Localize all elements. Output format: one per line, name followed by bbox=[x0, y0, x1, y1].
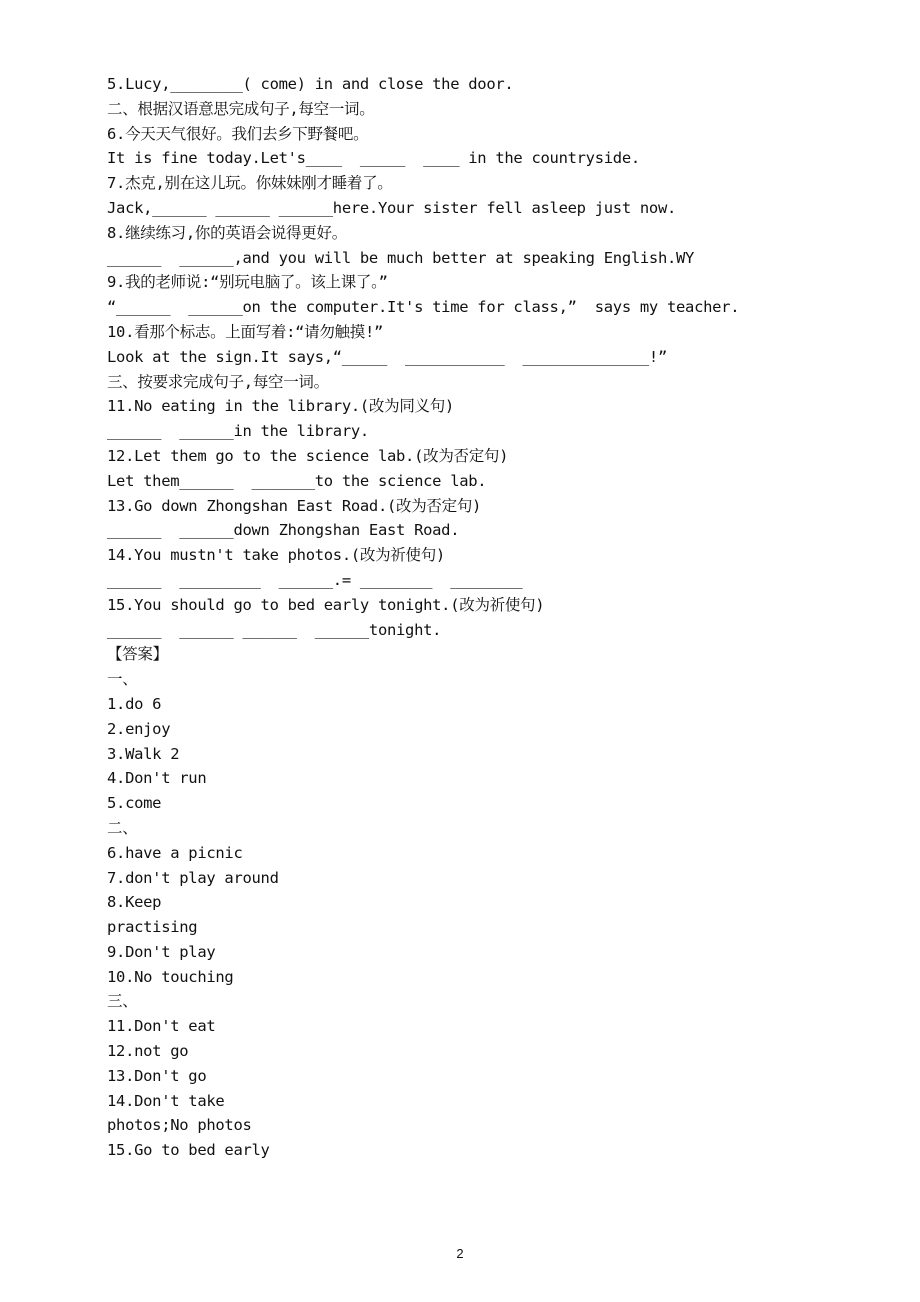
answer-14-line-2: photos;No photos bbox=[107, 1116, 252, 1135]
question-11: 11.No eating in the library.(改为同义句) bbox=[107, 397, 454, 416]
question-13: 13.Go down Zhongshan East Road.(改为否定句) bbox=[107, 496, 482, 515]
document-body bbox=[107, 72, 827, 1163]
answer-10: 10.No touching bbox=[107, 967, 234, 986]
page-number: 2 bbox=[456, 1246, 464, 1261]
answer-2: 2.enjoy bbox=[107, 719, 171, 738]
answer-4: 4.Don't run bbox=[107, 769, 207, 788]
answer-11: 11.Don't eat bbox=[107, 1017, 216, 1036]
answer-14-line-1: 14.Don't take bbox=[107, 1091, 225, 1110]
answers-part-2: 二、 bbox=[107, 818, 138, 837]
answers-heading: 【答案】 bbox=[107, 645, 168, 664]
answer-5: 5.come bbox=[107, 794, 162, 813]
answers-part-3: 三、 bbox=[107, 992, 138, 1011]
question-12: 12.Let them go to the science lab.(改为否定句) bbox=[107, 446, 509, 465]
answer-9: 9.Don't play bbox=[107, 942, 216, 961]
answer-7: 7.don't play around bbox=[107, 868, 279, 887]
answer-8-line-1: 8.Keep bbox=[107, 893, 162, 912]
answer-3: 3.Walk 2 bbox=[107, 744, 180, 763]
question-14: 14.You mustn't take photos.(改为祈使句) bbox=[107, 546, 445, 565]
answer-1: 1.do 6 bbox=[107, 694, 162, 713]
question-15-blank: ______ ______ ______ ______tonight. bbox=[107, 620, 442, 639]
answer-12: 12.not go bbox=[107, 1042, 189, 1061]
answer-8-line-2: practising bbox=[107, 918, 198, 937]
answer-15: 15.Go to bed early bbox=[107, 1141, 270, 1160]
question-9-english: “______ ______on the computer.It's time for class,” says my teacher. bbox=[107, 298, 740, 317]
question-13-blank: ______ ______down Zhongshan East Road. bbox=[107, 521, 460, 540]
question-12-blank: Let them______ _______to the science lab. bbox=[107, 471, 487, 490]
question-9-chinese: 9.我的老师说:“别玩电脑了。该上课了。” bbox=[107, 273, 388, 292]
section-3-heading: 三、按要求完成句子,每空一词。 bbox=[107, 372, 329, 391]
question-6-english: It is fine today.Let's____ _____ ____ in the countryside. bbox=[107, 149, 640, 168]
section-2-heading: 二、根据汉语意思完成句子,每空一词。 bbox=[107, 99, 375, 118]
question-14-blank: ______ _________ ______.= ________ ________ bbox=[107, 570, 523, 589]
question-10-chinese: 10.看那个标志。上面写着:“请勿触摸!” bbox=[107, 322, 384, 341]
question-8-chinese: 8.继续练习,你的英语会说得更好。 bbox=[107, 223, 347, 242]
question-8-english: ______ ______,and you will be much better at speaking English.WY bbox=[107, 248, 695, 267]
question-11-blank: ______ ______in the library. bbox=[107, 422, 369, 441]
question-10-english: Look at the sign.It says,“_____ ___________ ______________!” bbox=[107, 347, 667, 366]
question-7-chinese: 7.杰克,别在这儿玩。你妹妹刚才睡着了。 bbox=[107, 174, 393, 193]
answer-13: 13.Don't go bbox=[107, 1066, 207, 1085]
question-15: 15.You should go to bed early tonight.(改为祈使句) bbox=[107, 595, 545, 614]
question-6-chinese: 6.今天天气很好。我们去乡下野餐吧。 bbox=[107, 124, 369, 143]
answers-part-1: 一、 bbox=[107, 670, 138, 689]
question-5: 5.Lucy,________( come) in and close the door. bbox=[107, 75, 514, 93]
question-7-english: Jack,______ ______ ______here.Your sister fell asleep just now. bbox=[107, 198, 677, 217]
answer-6: 6.have a picnic bbox=[107, 843, 243, 862]
